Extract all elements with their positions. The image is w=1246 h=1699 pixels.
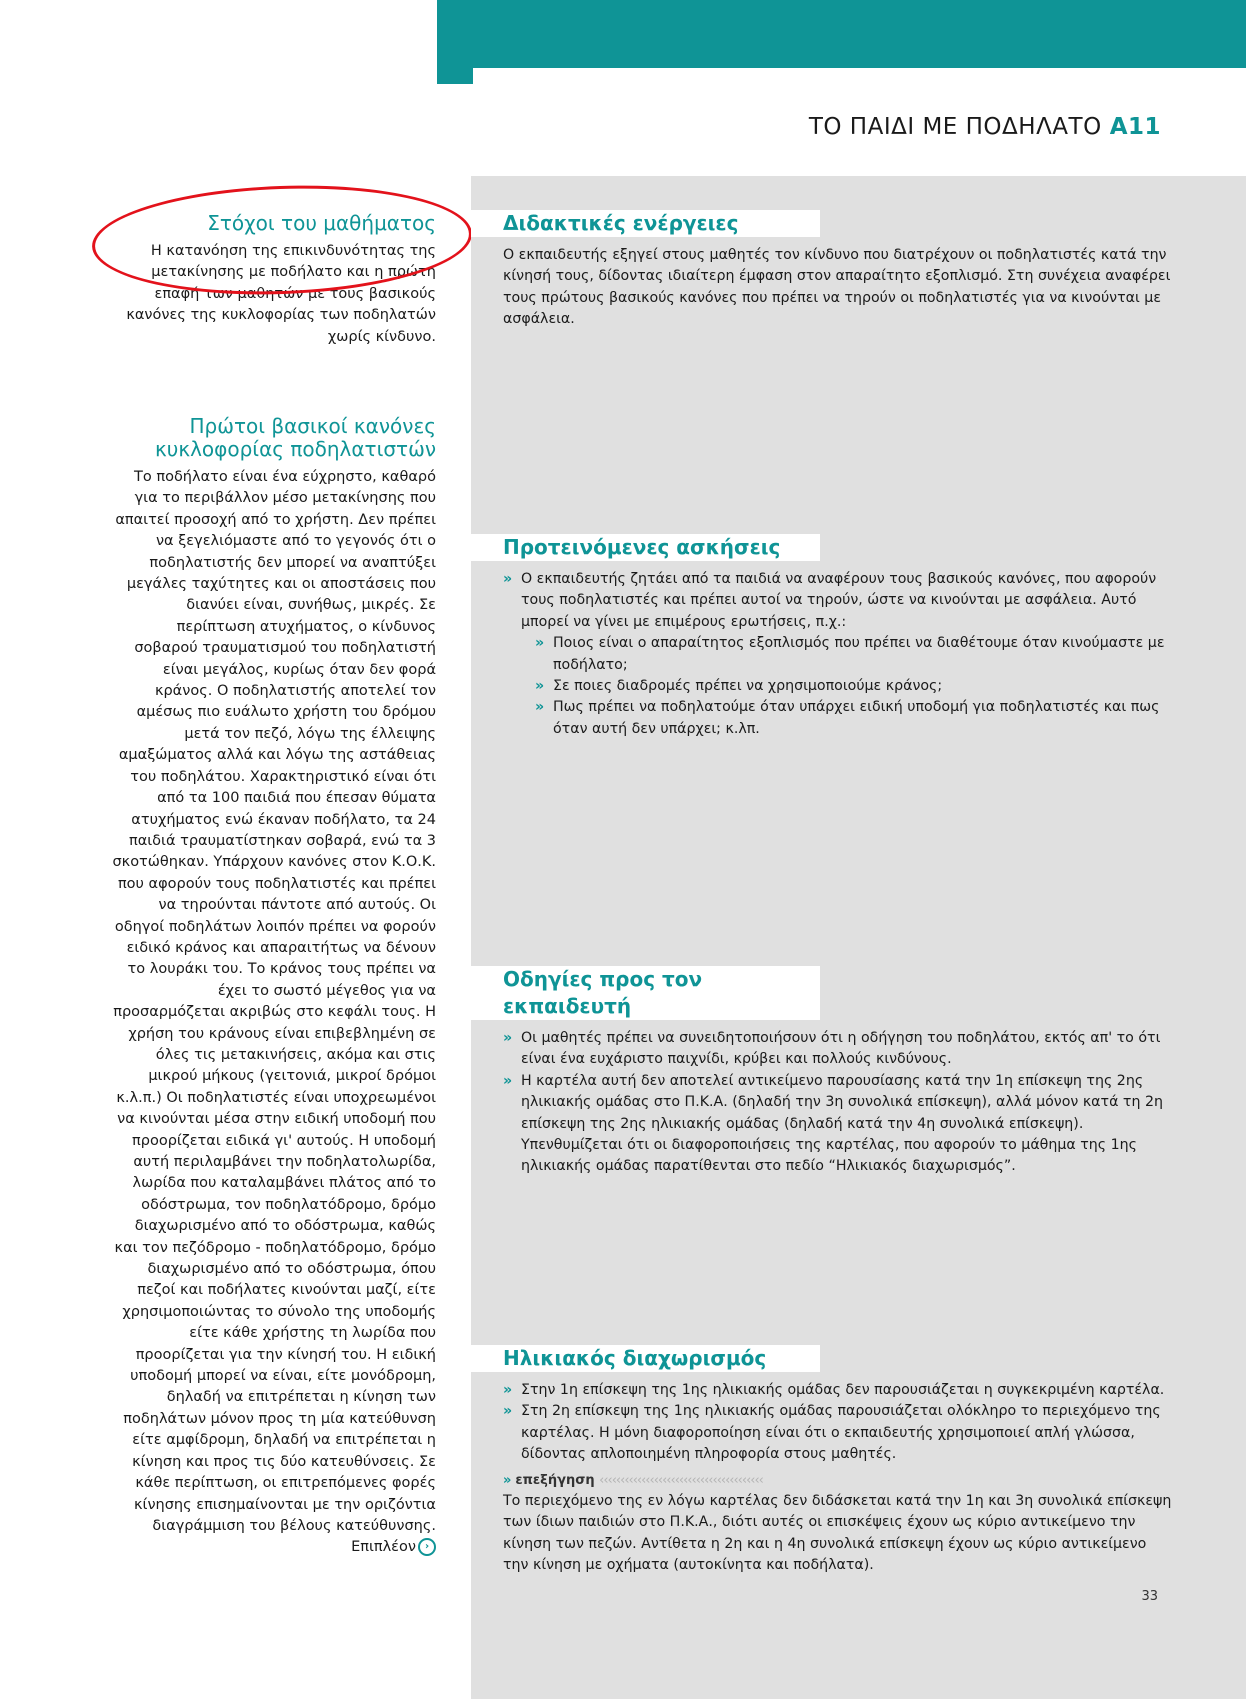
list-item: » Στην 1η επίσκεψη της 1ης ηλικιακής ομάδας δεν παρουσιάζεται η συγκεκριμένη καρτέλα. xyxy=(503,1380,1173,1401)
running-head xyxy=(809,114,1161,140)
list-item: » Πως πρέπει να ποδηλατούμε όταν υπάρχει ειδική υποδομή για ποδηλατιστές και πως όταν αυτή δεν υπάρχει; κ.λπ. xyxy=(535,697,1173,740)
exercises-title: Προτεινόμενες ασκήσεις xyxy=(471,534,820,561)
rules-text xyxy=(110,467,436,1559)
page-number: 33 xyxy=(1141,1589,1158,1604)
list-item: » Ποιος είναι ο απαραίτητος εξοπλισμός που πρέπει να διαθέτουμε όταν κινούμαστε με ποδήλατο; xyxy=(535,633,1173,676)
instructions-section xyxy=(471,966,1246,1178)
continue-arrow-icon: › xyxy=(418,1538,436,1556)
chevron-rule-icon: ‹‹‹‹‹‹‹‹‹‹‹‹‹‹‹‹‹‹‹‹‹‹‹‹‹‹‹‹‹‹‹‹‹‹‹‹‹‹‹ xyxy=(599,1472,763,1488)
list-item: » Οι μαθητές πρέπει να συνειδητοποιήσουν ότι η οδήγηση του ποδηλάτου, εκτός απ' το ότι είναι ένα ευχάριστο παιχνίδι, κρύβει και πολλούς κινδύνους. xyxy=(503,1028,1173,1071)
list-item: » Η καρτέλα αυτή δεν αποτελεί αντικείμενο παρουσίασης κατά την 1η επίσκεψη της 2ης ηλικιακής ομάδας στο Π.Κ.Α. (δηλαδή την 3η συνολικά επίσκεψη), αλλά μόνον κατά τη 2η επίσκεψη της 2ης ηλικιακής ομάδας (δηλαδή κατά την 4η συνολικά επίσκεψη). Υπενθυμίζεται ότι οι διαφοροποιήσεις της καρτέλας, που αφορούν το μάθημα της 1ης ηλικιακής ομάδας παρατίθενται στο πεδίο “Ηλικιακός διαχωρισμός”. xyxy=(503,1071,1173,1178)
goals-block xyxy=(110,212,436,348)
age-title: Ηλικιακός διαχωρισμός xyxy=(471,1345,820,1372)
header-band xyxy=(437,0,1246,68)
goals-text: Η κατανόηση της επικινδυνότητας της μετακίνησης με ποδήλατο και η πρώτη επαφή των μαθητών με τους βασικούς κανόνες της κυκλοφορίας των ποδηλατών χωρίς κίνδυνο. xyxy=(126,243,436,345)
list-item: » Στη 2η επίσκεψη της 1ης ηλικιακής ομάδας παρουσιάζεται ολόκληρο το περιεχόμενο της καρτέλας. Η μόνη διαφοροποίηση είναι ότι ο εκπαιδευτής χρησιμοποιεί απλή γλώσσα, δίδοντας απλοποιημένη πληροφορία στους μαθητές. xyxy=(503,1401,1173,1465)
instructions-title: Οδηγίες προς τον εκπαιδευτή xyxy=(471,966,820,1020)
explanation-label: » επεξήγηση ‹‹‹‹‹‹‹‹‹‹‹‹‹‹‹‹‹‹‹‹‹‹‹‹‹‹‹‹‹‹‹‹‹‹‹‹‹‹‹ xyxy=(503,1472,763,1488)
list-item xyxy=(503,569,1173,740)
card-code: Α11 xyxy=(1109,114,1161,140)
age-section xyxy=(471,1345,1246,1577)
rules-block xyxy=(110,415,436,1559)
right-panel xyxy=(471,176,1246,1699)
header-tab xyxy=(437,68,473,84)
exercises-section xyxy=(471,534,1246,740)
rules-text-body: Το ποδήλατο είναι ένα εύχρηστο, καθαρό για το περιβάλλον μέσο μετακίνησης που απαιτεί προσοχή από το χρήστη. Δεν πρέπει να ξεγελιόμαστε από το γεγονός ότι ο ποδηλατιστής δεν μπορεί να αναπτύξει μεγάλες ταχύτητες και οι αποστάσεις που διανύει είναι, συνήθως, μικρές. Σε περίπτωση ατυχήματος, ο κίνδυνος σοβαρού τραυματισμού του ποδηλατιστή είναι μεγάλος, κυρίως όταν δεν φορά κράνος. Ο ποδηλατιστής αποτελεί τον αμέσως πιο ευάλωτο χρήστη του δρόμου μετά τον πεζό, λόγω της έλλειψης αμαξώματος αλλά και λόγω της αστάθειας του ποδηλάτου. Χαρακτηριστικό είναι ότι από τα 100 παιδιά που έπεσαν θύματα ατυχήματος ενώ έκαναν ποδήλατο, τα 24 παιδιά τραυματίστηκαν σοβαρά, ενώ τα 3 σκοτώθηκαν. Υπάρχουν κανόνες στον Κ.Ο.Κ. που αφορούν τους ποδηλατιστές και πρέπει να τηρούνται πάντοτε από αυτούς. Οι οδηγοί ποδηλάτων λοιπόν πρέπει να φορούν ειδικό κράνος και απαραιτήτως να δένουν το λουράκι του. Το κράνος τους πρέπει να έχει το σωστό μέγεθος για να προσαρμόζεται ακριβώς στο κεφάλι τους. Η χρήση του κράνους είναι επιβεβλημένη σε όλες τις μετακινήσεις, ακόμα και στις μικρού μήκους (γειτονιά, μικροί δρόμοι κ.λ.π.) Οι ποδηλατιστές είναι υποχρεωμένοι να κινούνται μέσα στην ειδική υποδομή που προορίζεται ειδικά γι' αυτούς. Η υποδομή αυτή περιλαμβάνει την ποδηλατολωρίδα, λωρίδα που καταλαμβάνει πλάτος από το οδόστρωμα, τον ποδηλατόδρομο, δρόμο διαχωρισμένο από το οδόστρωμα, καθώς και τον πεζόδρομο - ποδηλατόδρομο, δρόμο διαχωρισμένο από το οδόστρωμα, όπου πεζοί και ποδήλατες κινούνται μαζί, είτε χρησιμοποιώντας το σύνολο της υποδομής είτε κάθε χρήστης τη λωρίδα που προορίζεται για την κίνησή του. Η ειδική υποδομή μπορεί να είναι, είτε μονόδρομη, δηλαδή να επιτρέπεται η κίνηση των ποδηλάτων μόνον προς τη μία κατεύθυνση είτε αμφίδρομη, δηλαδή να επιτρέπεται η κίνηση και προς τις δύο κατευθύνσεις. Σε κάθε περίπτωση, οι επιτρεπόμενες φορές κίνησης επισημαίνονται με την οριζόντια διαγράμμιση του βέλους κατεύθυνσης. Επιπλέον xyxy=(112,469,436,1556)
teaching-section xyxy=(471,210,1246,331)
explanation-text: Το περιεχόμενο της εν λόγω καρτέλας δεν διδάσκεται κατά την 1η και 3η συνολικά επίσκεψη των ίδιων παιδιών στο Π.Κ.Α., διότι αυτές οι επισκέψεις έχουν ως κύριο αντικείμενο την κίνηση των πεζών. Αντίθετα η 2η και η 4η συνολικά επίσκεψη έχουν ως κύριο αντικείμενο την κίνηση με οχήματα (αυτοκίνητα και ποδήλατα). xyxy=(503,1493,1172,1574)
teaching-title: Διδακτικές ενέργειες xyxy=(471,210,820,237)
list-item: » Σε ποιες διαδρομές πρέπει να χρησιμοποιούμε κράνος; xyxy=(535,676,1173,697)
rules-title: Πρώτοι βασικοί κανόνες κυκλοφορίας ποδηλατιστών xyxy=(154,414,436,461)
running-title: ΤΟ ΠΑΙΔΙ ΜΕ ΠΟΔΗΛΑΤΟ xyxy=(808,114,1102,140)
goals-title: Στόχοι του μαθήματος xyxy=(207,211,436,235)
exercises-intro: Ο εκπαιδευτής ζητάει από τα παιδιά να αναφέρουν τους βασικούς κανόνες, που αφορούν τους ποδηλατιστές και πρέπει αυτοί να τηρούν, ώστε να κινούνται με ασφάλεια. Αυτό μπορεί να γίνει με επιμέρους ερωτήσεις, π.χ.: xyxy=(521,571,1157,630)
teaching-text: Ο εκπαιδευτής εξηγεί στους μαθητές τον κίνδυνο που διατρέχουν οι ποδηλατιστές κατά την κίνησή τους, δίδοντας ιδιαίτερη έμφαση στον απαραίτητο εξοπλισμό. Στη συνέχεια αναφέρει τους πρώτους βασικούς κανόνες που πρέπει να τηρούν οι ποδηλατιστές για να κινούνται με ασφάλεια. xyxy=(503,247,1171,328)
